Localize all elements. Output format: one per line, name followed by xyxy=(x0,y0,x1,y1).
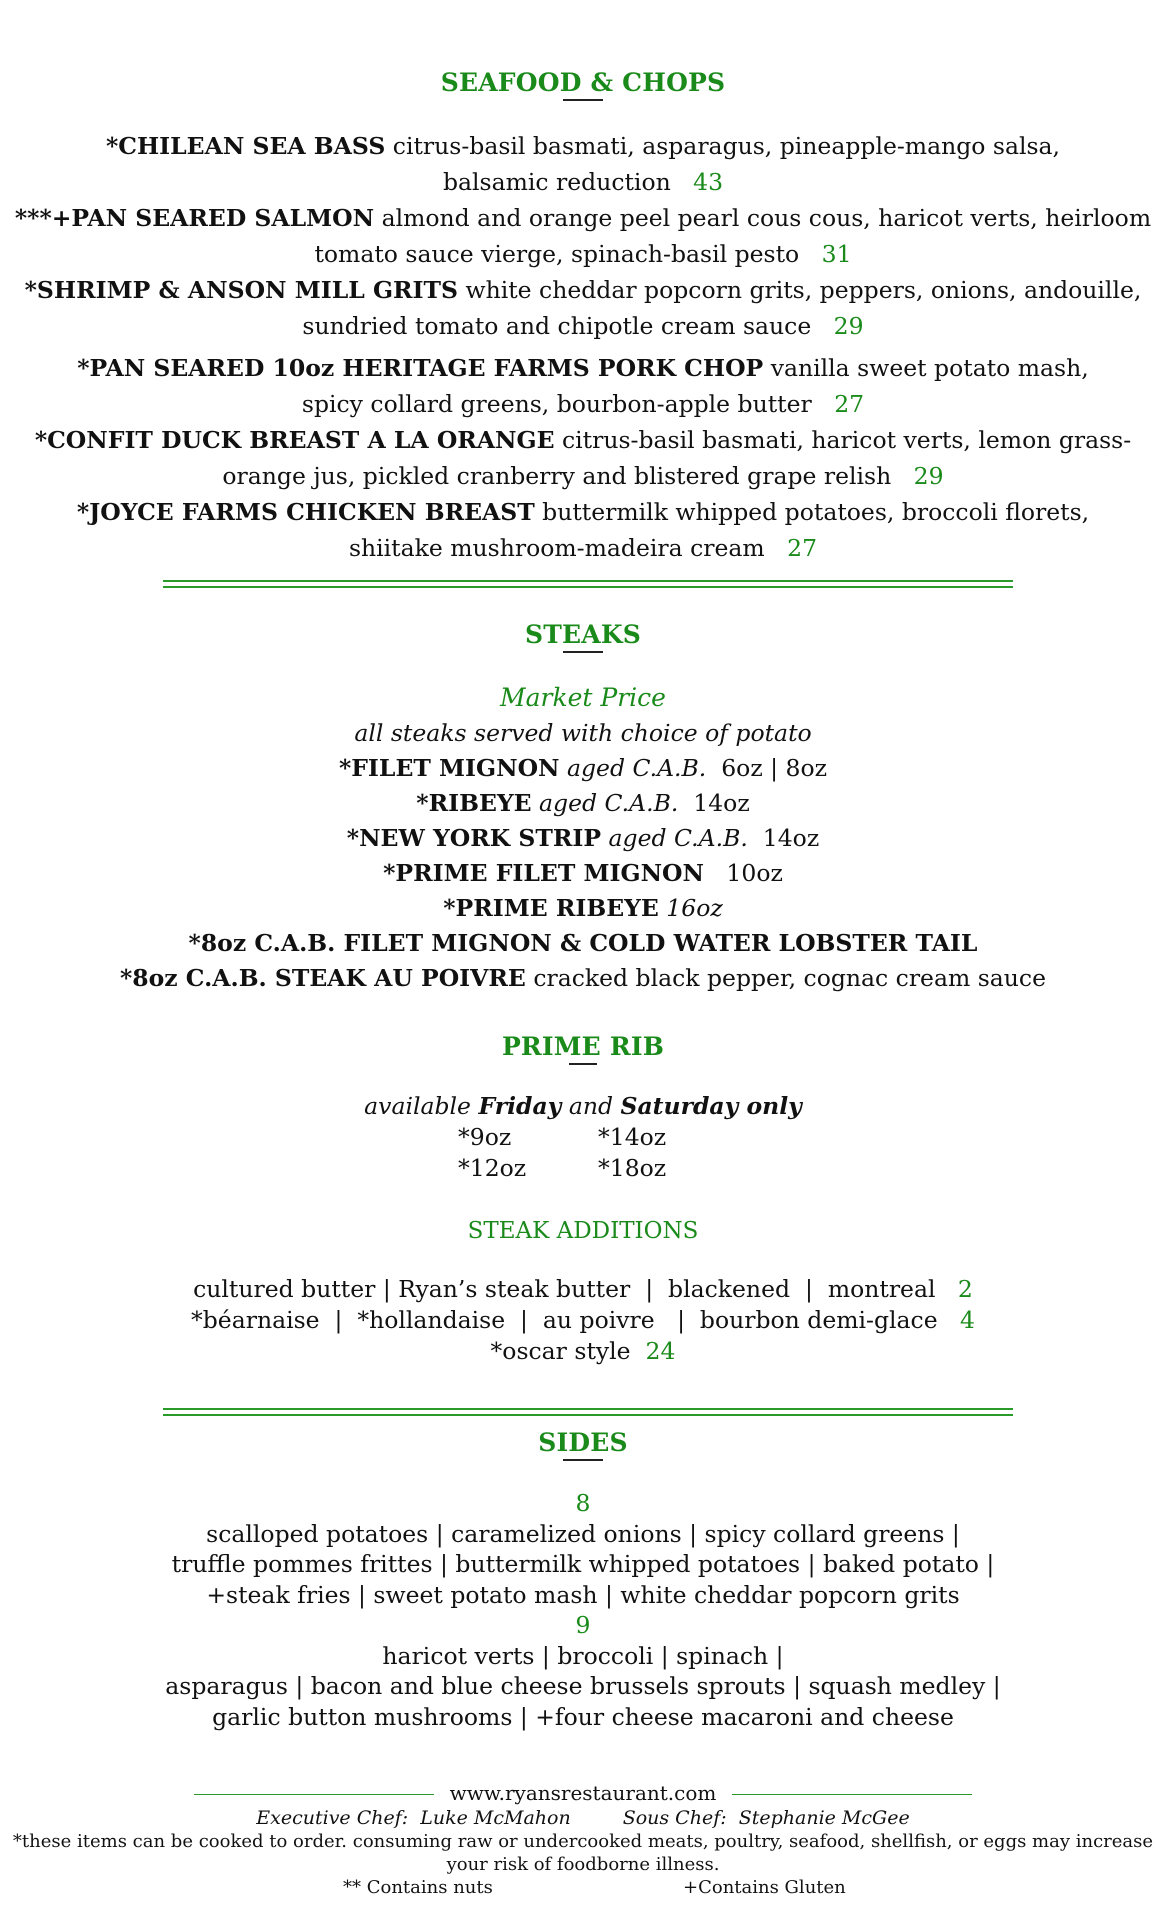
steak-item xyxy=(0,786,1166,821)
steaks-header xyxy=(0,620,1166,653)
steak-size: cracked black pepper, cognac cream sauce xyxy=(525,964,1047,992)
item-name: *CHILEAN SEA BASS xyxy=(105,132,386,160)
section-title-prime-rib: PRIME RIB xyxy=(501,1032,665,1061)
steak-size: 14oz xyxy=(747,824,820,852)
addition-line xyxy=(0,1274,1166,1305)
steak-name: *NEW YORK STRIP xyxy=(346,824,602,852)
prime-rib-size: *14oz xyxy=(598,1123,667,1151)
addition-price: 4 xyxy=(960,1306,975,1334)
steak-item xyxy=(0,821,1166,856)
item-description: citrus-basil basmati, asparagus, pineapple-mango salsa, xyxy=(385,132,1061,160)
disclaimer: *these items can be cooked to order. consuming raw or undercooked meats, poultry, seafood, shellfish, or eggs may increase xyxy=(12,1831,1154,1852)
sides-header xyxy=(0,1428,1166,1461)
section-title-steaks: STEAKS xyxy=(524,620,642,649)
availability-text: and xyxy=(561,1092,621,1120)
allergen-notes xyxy=(0,1876,1166,1899)
addition-options: cultured butter | Ryan’s steak butter | blackened | montreal xyxy=(193,1275,936,1303)
footer xyxy=(0,1780,1166,1899)
sous-chef: Sous Chef: Stephanie McGee xyxy=(622,1807,910,1829)
prime-rib-size: *18oz xyxy=(598,1154,667,1182)
item-name: *CONFIT DUCK BREAST A LA ORANGE xyxy=(34,426,555,454)
steak-name: *8oz C.A.B. FILET MIGNON & COLD WATER LOBSTER TAIL xyxy=(188,929,978,957)
prime-rib-availability xyxy=(0,1090,1166,1122)
section-divider xyxy=(163,1408,1013,1416)
item-description: tomato sauce vierge, spinach-basil pesto xyxy=(314,240,800,268)
item-name: ***+PAN SEARED SALMON xyxy=(14,204,375,232)
steak-size: 10oz xyxy=(704,859,783,887)
steak-grade: aged C.A.B. xyxy=(601,824,748,852)
steak-grade: aged C.A.B. xyxy=(559,754,707,782)
availability-day: Saturday only xyxy=(620,1092,802,1120)
addition-line xyxy=(0,1336,1166,1367)
chef-credits xyxy=(0,1806,1166,1830)
item-description: citrus-basil basmati, haricot verts, lemon grass- xyxy=(554,426,1132,454)
steak-name: *FILET MIGNON xyxy=(338,754,560,782)
gluten-note: +Contains Gluten xyxy=(683,1877,846,1898)
executive-chef: Executive Chef: Luke McMahon xyxy=(256,1807,571,1829)
item-description: white cheddar popcorn grits, peppers, onions, andouille, xyxy=(458,276,1142,304)
menu-item xyxy=(0,494,1166,566)
prime-rib-header xyxy=(0,1032,1166,1065)
seafood-header xyxy=(0,68,1166,101)
seafood-items xyxy=(0,128,1166,566)
steak-item xyxy=(0,856,1166,891)
steak-size: 6oz | 8oz xyxy=(706,754,828,782)
item-price: 27 xyxy=(834,390,865,418)
sides-line: truffle pommes frittes | buttermilk whipped potatoes | baked potato | xyxy=(171,1550,995,1578)
sides-list xyxy=(0,1488,1166,1732)
menu-item xyxy=(0,350,1166,422)
steaks-note: all steaks served with choice of potato xyxy=(354,719,812,747)
footer-rule xyxy=(732,1794,972,1795)
item-name: *SHRIMP & ANSON MILL GRITS xyxy=(24,276,458,304)
title-underline xyxy=(563,651,603,653)
steak-grade: aged C.A.B. xyxy=(531,789,679,817)
section-divider xyxy=(163,580,1013,588)
steak-grade: 16oz xyxy=(658,894,723,922)
prime-rib-details xyxy=(0,1090,1166,1184)
menu-item xyxy=(0,200,1166,272)
title-underline xyxy=(563,99,603,101)
item-price: 31 xyxy=(821,240,852,268)
prime-rib-sizes xyxy=(458,1122,708,1184)
menu-item xyxy=(0,422,1166,494)
nuts-note: ** Contains nuts xyxy=(343,1877,493,1898)
sides-line: scalloped potatoes | caramelized onions | spicy collard greens | xyxy=(206,1519,960,1548)
steaks-list xyxy=(0,680,1166,996)
addition-options: *oscar style xyxy=(490,1337,631,1365)
website-link[interactable]: www.ryansrestaurant.com xyxy=(449,1781,717,1805)
item-price: 43 xyxy=(693,168,724,196)
sides-price: 8 xyxy=(575,1489,591,1517)
website-line xyxy=(0,1780,1166,1806)
sides-line: garlic button mushrooms | +four cheese macaroni and cheese xyxy=(212,1702,954,1731)
title-underline xyxy=(563,1459,603,1461)
item-description: buttermilk whipped potatoes, broccoli florets, xyxy=(534,498,1090,526)
menu-item xyxy=(0,272,1166,344)
steak-item xyxy=(0,926,1166,961)
addition-price: 2 xyxy=(957,1275,973,1303)
item-price: 29 xyxy=(833,312,864,340)
market-price-label: Market Price xyxy=(500,683,666,712)
menu-item xyxy=(0,128,1166,200)
addition-options: *béarnaise | *hollandaise | au poivre | bourbon demi-glace xyxy=(191,1306,938,1334)
steak-name: *RIBEYE xyxy=(416,789,532,817)
steak-additions xyxy=(0,1216,1166,1246)
sides-line: +steak fries | sweet potato mash | white cheddar popcorn grits xyxy=(206,1580,960,1609)
steak-item xyxy=(0,751,1166,786)
item-description: almond and orange peel pearl cous cous, haricot verts, heirloom xyxy=(374,204,1152,232)
item-name: *JOYCE FARMS CHICKEN BREAST xyxy=(76,498,535,526)
item-description: vanilla sweet potato mash, xyxy=(763,354,1089,382)
steak-name: *PRIME FILET MIGNON xyxy=(383,859,705,887)
item-description: orange jus, pickled cranberry and blistered grape relish xyxy=(222,462,892,490)
title-underline xyxy=(569,1063,597,1065)
availability-day: Friday xyxy=(478,1092,562,1120)
item-description: spicy collard greens, bourbon-apple butter xyxy=(301,390,812,418)
sides-price: 9 xyxy=(575,1611,591,1639)
sides-line: asparagus | bacon and blue cheese brussels sprouts | squash medley | xyxy=(165,1672,1001,1700)
steak-item xyxy=(0,891,1166,926)
availability-text: available xyxy=(364,1092,479,1120)
steak-size: 14oz xyxy=(678,789,750,817)
steak-name: *8oz C.A.B. STEAK AU POIVRE xyxy=(119,964,526,992)
sides-line: haricot verts | broccoli | spinach | xyxy=(382,1641,784,1670)
disclaimer: your risk of foodborne illness. xyxy=(446,1854,720,1875)
section-title-additions: STEAK ADDITIONS xyxy=(467,1218,699,1244)
item-description: balsamic reduction xyxy=(442,168,671,196)
section-title-sides: SIDES xyxy=(538,1428,628,1457)
footer-rule xyxy=(194,1794,434,1795)
item-price: 29 xyxy=(913,462,944,490)
section-title-seafood: SEAFOOD & CHOPS xyxy=(440,68,726,97)
item-name: *PAN SEARED 10oz HERITAGE FARMS PORK CHOP xyxy=(77,354,764,382)
prime-rib-size: *9oz xyxy=(458,1123,512,1151)
steak-name: *PRIME RIBEYE xyxy=(443,894,659,922)
item-price: 27 xyxy=(787,534,818,562)
item-description: sundried tomato and chipotle cream sauce xyxy=(302,312,812,340)
addition-price: 24 xyxy=(645,1337,676,1365)
addition-line xyxy=(0,1305,1166,1336)
additions-list xyxy=(0,1274,1166,1367)
item-description: shiitake mushroom-madeira cream xyxy=(348,534,765,562)
prime-rib-size: *12oz xyxy=(458,1154,527,1182)
steak-item xyxy=(0,961,1166,996)
